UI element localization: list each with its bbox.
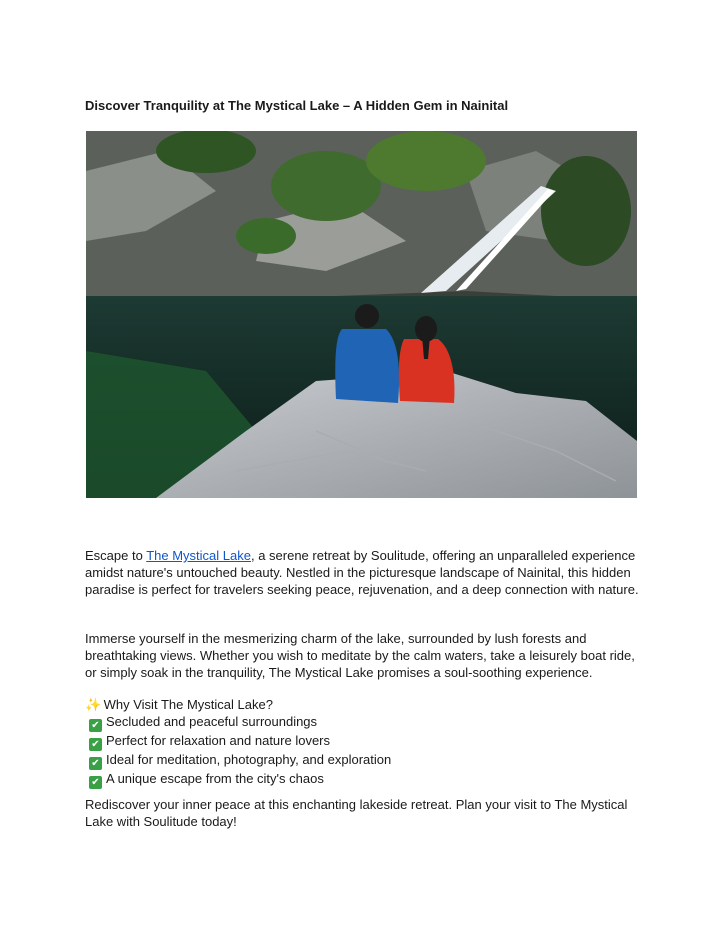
list-item: [85, 770, 640, 789]
list-item-text: Ideal for meditation, photography, and exploration: [106, 752, 392, 768]
lake-waterfall-photo: [86, 131, 637, 498]
closing-paragraph: Rediscover your inner peace at this enchanting lakeside retreat. Plan your visit to The Mystical Lake with Soulitude today!: [85, 797, 628, 830]
intro-prefix: Escape to: [85, 548, 147, 563]
mystical-lake-link[interactable]: The Mystical Lake: [146, 548, 251, 563]
list-item-text: Secluded and peaceful surroundings: [106, 714, 318, 730]
page-title: Discover Tranquility at The Mystical Lake – A Hidden Gem in Nainital: [85, 98, 509, 113]
checkmark-icon: ✔: [89, 719, 102, 732]
checkmark-icon: ✔: [89, 757, 102, 770]
intro-paragraph: [85, 547, 640, 599]
list-item-text: A unique escape from the city's chaos: [106, 771, 324, 787]
list-item-text: Perfect for relaxation and nature lovers: [106, 733, 331, 749]
checkmark-icon: ✔: [89, 738, 102, 751]
immerse-paragraph: Immerse yourself in the mesmerizing charm of the lake, surrounded by lush forests and breathtaking views. Whether you wish to meditate by the calm waters, take a leisurely boat ride, or simply soak in the tranquility, The Mystical Lake promises a soul-soothing experience.: [85, 631, 635, 681]
sparkles-icon: ✨: [85, 697, 102, 712]
list-item: [85, 713, 640, 732]
list-item: [85, 751, 640, 770]
list-item: [85, 732, 640, 751]
why-visit-list: [85, 696, 640, 789]
intro-suffix: , a serene retreat by Soulitude, offering an unparalleled experience amidst nature's untouched beauty. Nestled in the picturesque landscape of Nainital, this hidden paradise is perfect for travelers seeking peace, rejuvenation, and a deep connection with nature.: [85, 548, 639, 598]
hero-image: [86, 131, 637, 498]
checkmark-icon: ✔: [89, 776, 102, 789]
why-visit-heading: Why Visit The Mystical Lake?: [103, 697, 273, 712]
why-visit-heading-line: [85, 696, 640, 713]
